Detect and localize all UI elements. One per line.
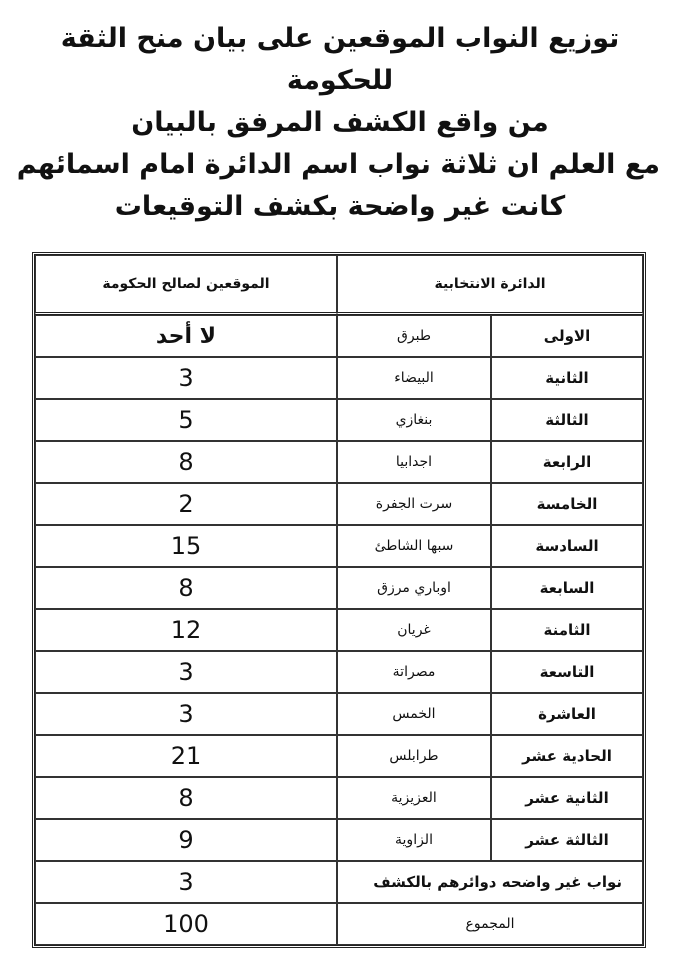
region-cell: السادسة xyxy=(491,525,643,567)
table-row xyxy=(35,651,643,693)
unclear-districts-count: 3 xyxy=(35,861,337,903)
total-label: المجموع xyxy=(337,903,643,945)
count-cell: 21 xyxy=(35,735,337,777)
region-cell: التاسعة xyxy=(491,651,643,693)
city-cell: بنغازي xyxy=(337,399,491,441)
region-cell: الخامسة xyxy=(491,483,643,525)
table-row xyxy=(35,693,643,735)
city-cell: العزيزية xyxy=(337,777,491,819)
header-district: الدائرة الانتخابية xyxy=(337,255,643,315)
signers-table xyxy=(32,252,646,948)
region-cell: الثانية عشر xyxy=(491,777,643,819)
count-cell: 12 xyxy=(35,609,337,651)
table-row xyxy=(35,441,643,483)
heading-line-4: مع العلم ان ثلاثة نواب اسم الدائرة امام اسمائهم xyxy=(16,149,660,180)
table-row xyxy=(35,399,643,441)
heading-line-2: للحكومة xyxy=(286,65,394,96)
document-heading xyxy=(16,18,660,228)
city-cell: مصراتة xyxy=(337,651,491,693)
table-row xyxy=(35,315,643,357)
table-row xyxy=(35,609,643,651)
city-cell: سرت الجفرة xyxy=(337,483,491,525)
table-row xyxy=(35,819,643,861)
count-cell: 5 xyxy=(35,399,337,441)
region-cell: العاشرة xyxy=(491,693,643,735)
region-cell: الثانية xyxy=(491,357,643,399)
count-cell: 3 xyxy=(35,357,337,399)
region-cell: الثالثة xyxy=(491,399,643,441)
heading-line-3: من واقع الكشف المرفق بالبيان xyxy=(131,107,549,138)
city-cell: اوباري مرزق xyxy=(337,567,491,609)
header-signers: الموقعين لصالح الحكومة xyxy=(35,255,337,315)
count-cell: 15 xyxy=(35,525,337,567)
table-row xyxy=(35,525,643,567)
count-cell: 8 xyxy=(35,567,337,609)
count-cell: 8 xyxy=(35,777,337,819)
city-cell: طبرق xyxy=(337,315,491,357)
city-cell: اجدابيا xyxy=(337,441,491,483)
table-row xyxy=(35,567,643,609)
count-cell: 3 xyxy=(35,651,337,693)
heading-line-1: توزيع النواب الموقعين على بيان منح الثقة xyxy=(60,23,620,54)
table-header-row xyxy=(35,255,643,315)
count-cell: لا أحد xyxy=(35,315,337,357)
table-row xyxy=(35,735,643,777)
region-cell: السابعة xyxy=(491,567,643,609)
count-cell: 2 xyxy=(35,483,337,525)
city-cell: سبها الشاطئ xyxy=(337,525,491,567)
count-cell: 8 xyxy=(35,441,337,483)
table-row xyxy=(35,357,643,399)
count-cell: 3 xyxy=(35,693,337,735)
total-row xyxy=(35,903,643,945)
region-cell: الثالثة عشر xyxy=(491,819,643,861)
city-cell: غريان xyxy=(337,609,491,651)
table-row xyxy=(35,483,643,525)
count-cell: 9 xyxy=(35,819,337,861)
region-cell: الحادية عشر xyxy=(491,735,643,777)
region-cell: الرابعة xyxy=(491,441,643,483)
heading-line-5: كانت غير واضحة بكشف التوقيعات xyxy=(114,191,566,222)
region-cell: الثامنة xyxy=(491,609,643,651)
city-cell: الزاوية xyxy=(337,819,491,861)
unclear-districts-label: نواب غير واضحه دوائرهم بالكشف xyxy=(337,861,643,903)
city-cell: طرابلس xyxy=(337,735,491,777)
city-cell: البيضاء xyxy=(337,357,491,399)
total-count: 100 xyxy=(35,903,337,945)
table-row xyxy=(35,777,643,819)
region-cell: الاولى xyxy=(491,315,643,357)
city-cell: الخمس xyxy=(337,693,491,735)
unclear-districts-row xyxy=(35,861,643,903)
